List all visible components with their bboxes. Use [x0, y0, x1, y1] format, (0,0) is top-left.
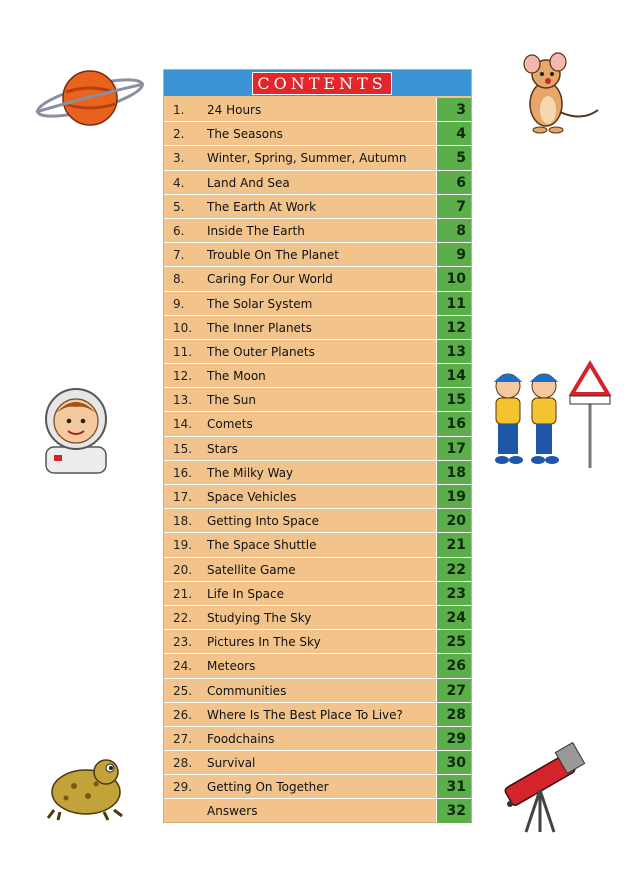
toc-page-number: 17	[436, 437, 471, 460]
toc-number: 15.	[173, 441, 193, 456]
toc-number: 17.	[173, 490, 193, 504]
toc-number: 29.	[173, 780, 193, 795]
toc-row	[164, 461, 471, 485]
toc-title: Where Is The Best Place To Live?	[207, 707, 403, 722]
toc-page-number: 15	[436, 388, 471, 411]
children-road-sign-illustration	[486, 360, 614, 470]
toc-row	[164, 654, 471, 678]
toc-page-number: 31	[436, 775, 471, 798]
toc-number: 21.	[173, 586, 193, 601]
toc-page-number: 4	[436, 122, 471, 145]
frog-illustration	[44, 754, 132, 822]
toc-page-number: 29	[436, 727, 471, 750]
toc-row	[164, 533, 471, 557]
toc-page-number: 12	[436, 316, 471, 339]
toc-row	[164, 509, 471, 533]
toc-title: 24 Hours	[207, 103, 262, 117]
toc-row	[164, 582, 471, 606]
telescope-illustration	[496, 740, 588, 836]
toc-number: 12.	[173, 369, 193, 384]
toc-row	[164, 412, 471, 436]
toc-row	[164, 606, 471, 630]
toc-title: Pictures In The Sky	[207, 635, 321, 650]
toc-title: Caring For Our World	[207, 272, 333, 287]
toc-page-number: 6	[436, 171, 471, 194]
toc-number: 20.	[173, 562, 193, 577]
toc-title: The Earth At Work	[207, 199, 317, 214]
toc-row	[164, 558, 471, 582]
toc-row	[164, 243, 471, 267]
toc-page-number: 27	[436, 679, 471, 702]
toc-title: Getting Into Space	[207, 514, 320, 529]
toc-number: 4.	[173, 175, 185, 190]
toc-page-number: 22	[436, 558, 471, 581]
toc-list	[164, 98, 471, 824]
astronaut-child-illustration	[40, 385, 112, 475]
toc-title: Foodchains	[207, 731, 275, 746]
toc-number: 18.	[173, 514, 193, 529]
toc-number: 5.	[173, 199, 185, 214]
toc-row	[164, 751, 471, 775]
toc-number: 14.	[173, 417, 193, 432]
toc-number: 9.	[173, 296, 185, 311]
toc-title: Getting On Together	[207, 780, 329, 795]
toc-number: 25.	[173, 683, 193, 698]
toc-title: The Moon	[207, 369, 266, 384]
toc-row	[164, 122, 471, 146]
toc-page-number: 11	[436, 292, 471, 315]
toc-page-number: 24	[436, 606, 471, 629]
toc-title: Winter, Spring, Summer, Autumn	[207, 151, 407, 166]
toc-number: 3.	[173, 151, 185, 166]
toc-title: The Sun	[207, 393, 256, 408]
toc-page-number: 3	[436, 98, 471, 121]
toc-title: Trouble On The Planet	[207, 248, 339, 263]
toc-page-number: 10	[436, 267, 471, 290]
toc-page-number: 9	[436, 243, 471, 266]
contents-header	[164, 70, 471, 96]
contents-panel	[163, 69, 472, 823]
toc-number: 23.	[173, 635, 193, 650]
toc-row	[164, 703, 471, 727]
toc-title: Meteors	[207, 659, 256, 674]
toc-row	[164, 195, 471, 219]
toc-row	[164, 267, 471, 291]
mouse-illustration	[512, 52, 602, 138]
toc-number: 28.	[173, 756, 193, 771]
toc-title: The Space Shuttle	[207, 538, 317, 553]
toc-number: 10.	[173, 320, 193, 335]
toc-number: 1.	[173, 103, 185, 117]
toc-number: 27.	[173, 731, 193, 746]
toc-number: 11.	[173, 344, 193, 359]
toc-title: The Seasons	[207, 127, 283, 142]
toc-page-number: 18	[436, 461, 471, 484]
toc-page-number: 13	[436, 340, 471, 363]
toc-title: Comets	[207, 417, 253, 432]
toc-page-number: 30	[436, 751, 471, 774]
toc-title: The Outer Planets	[207, 344, 315, 359]
toc-row	[164, 388, 471, 412]
toc-row	[164, 437, 471, 461]
toc-page-number: 16	[436, 412, 471, 435]
toc-title: Inside The Earth	[207, 223, 305, 238]
toc-page-number: 14	[436, 364, 471, 387]
toc-page-number: 25	[436, 630, 471, 653]
toc-row	[164, 679, 471, 703]
toc-page-number: 21	[436, 533, 471, 556]
toc-title: The Milky Way	[207, 465, 294, 480]
toc-title: Land And Sea	[207, 175, 290, 190]
toc-number: 8.	[173, 272, 185, 287]
toc-number: 26.	[173, 707, 193, 722]
toc-row	[164, 171, 471, 195]
toc-title: Life In Space	[207, 586, 284, 601]
toc-row	[164, 292, 471, 316]
toc-title: Survival	[207, 756, 256, 771]
toc-row	[164, 775, 471, 799]
toc-page-number: 28	[436, 703, 471, 726]
toc-page-number: 20	[436, 509, 471, 532]
toc-row	[164, 364, 471, 388]
toc-title: Communities	[207, 683, 287, 698]
toc-row	[164, 630, 471, 654]
toc-row	[164, 340, 471, 364]
toc-number: 19.	[173, 538, 193, 553]
toc-title: Answers	[207, 804, 258, 819]
toc-number: 22.	[173, 610, 193, 625]
toc-row	[164, 98, 471, 122]
toc-title: Stars	[207, 441, 238, 456]
toc-number: 16.	[173, 465, 193, 480]
toc-row	[164, 316, 471, 340]
contents-title: CONTENTS	[252, 72, 392, 95]
toc-page-number: 8	[436, 219, 471, 242]
toc-page-number: 19	[436, 485, 471, 508]
toc-row	[164, 219, 471, 243]
toc-number: 13.	[173, 393, 193, 408]
planet-illustration	[34, 62, 146, 132]
toc-page-number: 23	[436, 582, 471, 605]
toc-page-number: 32	[436, 799, 471, 822]
toc-row	[164, 727, 471, 751]
toc-number: 6.	[173, 223, 185, 238]
toc-row	[164, 146, 471, 170]
toc-number: 2.	[173, 127, 185, 142]
toc-title: The Solar System	[207, 296, 313, 311]
toc-title: Satellite Game	[207, 562, 296, 577]
toc-page-number: 7	[436, 195, 471, 218]
toc-number: 24.	[173, 659, 193, 674]
toc-row	[164, 799, 471, 823]
toc-title: Space Vehicles	[207, 490, 297, 504]
toc-number: 7.	[173, 248, 185, 263]
toc-row	[164, 485, 471, 509]
toc-title: Studying The Sky	[207, 610, 312, 625]
toc-title: The Inner Planets	[207, 320, 312, 335]
toc-page-number: 5	[436, 146, 471, 169]
toc-page-number: 26	[436, 654, 471, 677]
